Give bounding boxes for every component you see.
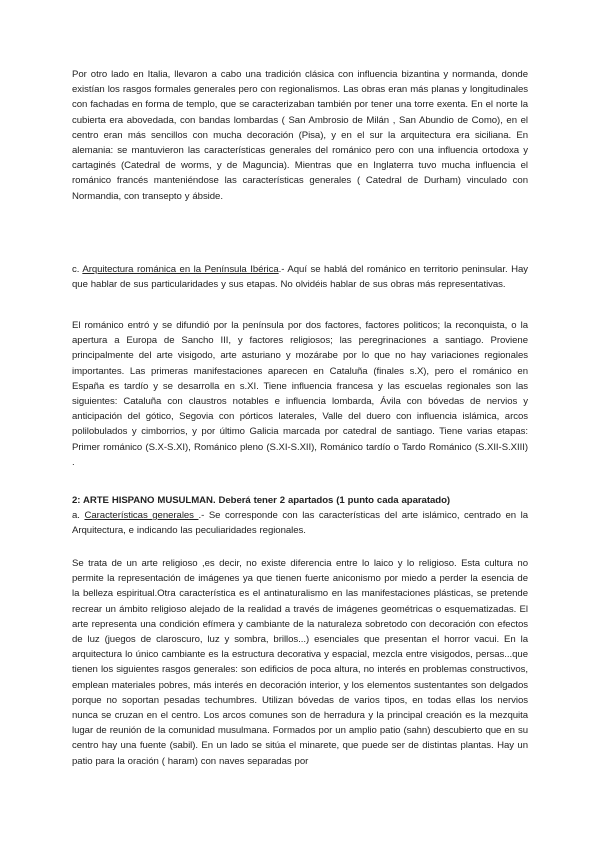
paragraph-italy: Por otro lado en Italia, llevaron a cabo una tradición clásica con influencia bizantina y normanda, donde existían los rasgos formales generales pero con regionalismos. Las obras eran más planas y longitudinales con fachadas en forma de templo, que se caracterizaban también por tener una torre exenta. En el norte la cubierta era abovedada, con bandas lombardas ( San Ambrosio de Milán , San Abundio de Como), en el centro eran más sencillos con mucha decoración (Pisa), y en el sur la arquitectura era siciliana. En alemania: se mantuvieron las características generales del románico pero con una influencia ortodoxa y cartaginés (Catedral de worms, y de Maguncia). Mientras que en Inglaterra tuvo mucha influencia el románico francés manteniéndose las características generales ( Catedral de Durham) vinculado con Normandia, con transepto y ábside. [72, 69, 528, 202]
paragraph-islamic: Se trata de un arte religioso ,es decir, no existe diferencia entre lo laico y lo religioso. Esta cultura no permite la representación de imágenes ya que tienen fuerte aniconismo por miedo a perder la esencia de la belleza espiritual.Otra característica es el antinaturalismo en las manifestaciones plásticas, se pretende recrear un ámbito religioso alejado de la realidad a través de imágenes geométricas o esquematizadas. El arte representa una condición efímera y cambiante de la naturaleza sobretodo con decoración con efectos de luz (juegos de claroscuro, luz y sombra, brillos...) esenciales que presentan el horror vacui. En la arquitectura lo único cambiante es la estructura decorativa y espacial, mezcla entre visigodos, persas...que tienen los siguientes rasgos generales: son edificios de poca altura, no interés en problemas constructivos, emplean materiales pobres, más interés en decoración interior, y los elementos sustentantes son delgados porque no soportan pesadas techumbres. Utilizan bóvedas de varios tipos, en todas ellas los nervios nunca se cruzan en el centro. Los arcos comunes son de herradura y la principal creación es la mezquita lugar de reunión de la comunidad musulmana. Formados por un amplio patio (sahn) descubierto que en su centro hay una fuente (sabil). En un lado se sitúa el minarete, que puede ser de distintas plantas. Hay un patio para la oración ( haram) con naves separadas por [72, 558, 528, 767]
section-c-description: .- Aquí se hablá del románico en territorio peninsular. Hay que hablar de sus particularidades y sus etapas. No olvidéis hablar de sus obras más representativas. [72, 264, 528, 291]
section-a-intro [72, 508, 528, 538]
section-a-title: Características generales [84, 510, 199, 521]
section-c-prefix: c. [72, 264, 83, 275]
section-a-description: .- Se corresponde con las características del arte islámico, centrado en la Arquitectura, e indicando las peculiaridades regionales. [72, 510, 529, 537]
section-c-intro [72, 262, 528, 292]
document-page [72, 0, 528, 848]
paragraph-iberia: El románico entró y se difundió por la península por dos factores, factores politicos; la reconquista, o la apertura a Europa de Sancho III, y factores religiosos; las peregrinaciones a santiago. Proviene principalmente del arte visigodo, arte asturiano y mozárabe por lo que no hay variaciones regionales importantes. Las primeras manifestaciones aparecen en Cataluña (finales s.X), pero el románico en España es tardío y se desarrolla en s.XI. Tiene influencia francesa y las escuelas regionales son las siguientes: Cataluña con claustros notables e influencia lombarda, Ávila con bóvedas de nervios y anticipación del gótico, Segovia con pórticos laterales, Valle del duero con influencia islámica, arcos polilobulados y cimborrios, y por último Galicia marcada por catedral de santiago. Tiene varias etapas: Primer románico (S.X-S.XI), Románico pleno (S.XI-S.XII), Románico tardío o Tardo Románico (S.XII-S.XIII) . [72, 320, 528, 468]
section-c-title: Arquitectura románica en la Península Ibérica [82, 264, 279, 275]
section-a-prefix: a. [72, 510, 85, 521]
heading-arte-hispano-musulman: 2: ARTE HISPANO MUSULMAN. Deberá tener 2 apartados (1 punto cada aparatado) [72, 495, 451, 506]
